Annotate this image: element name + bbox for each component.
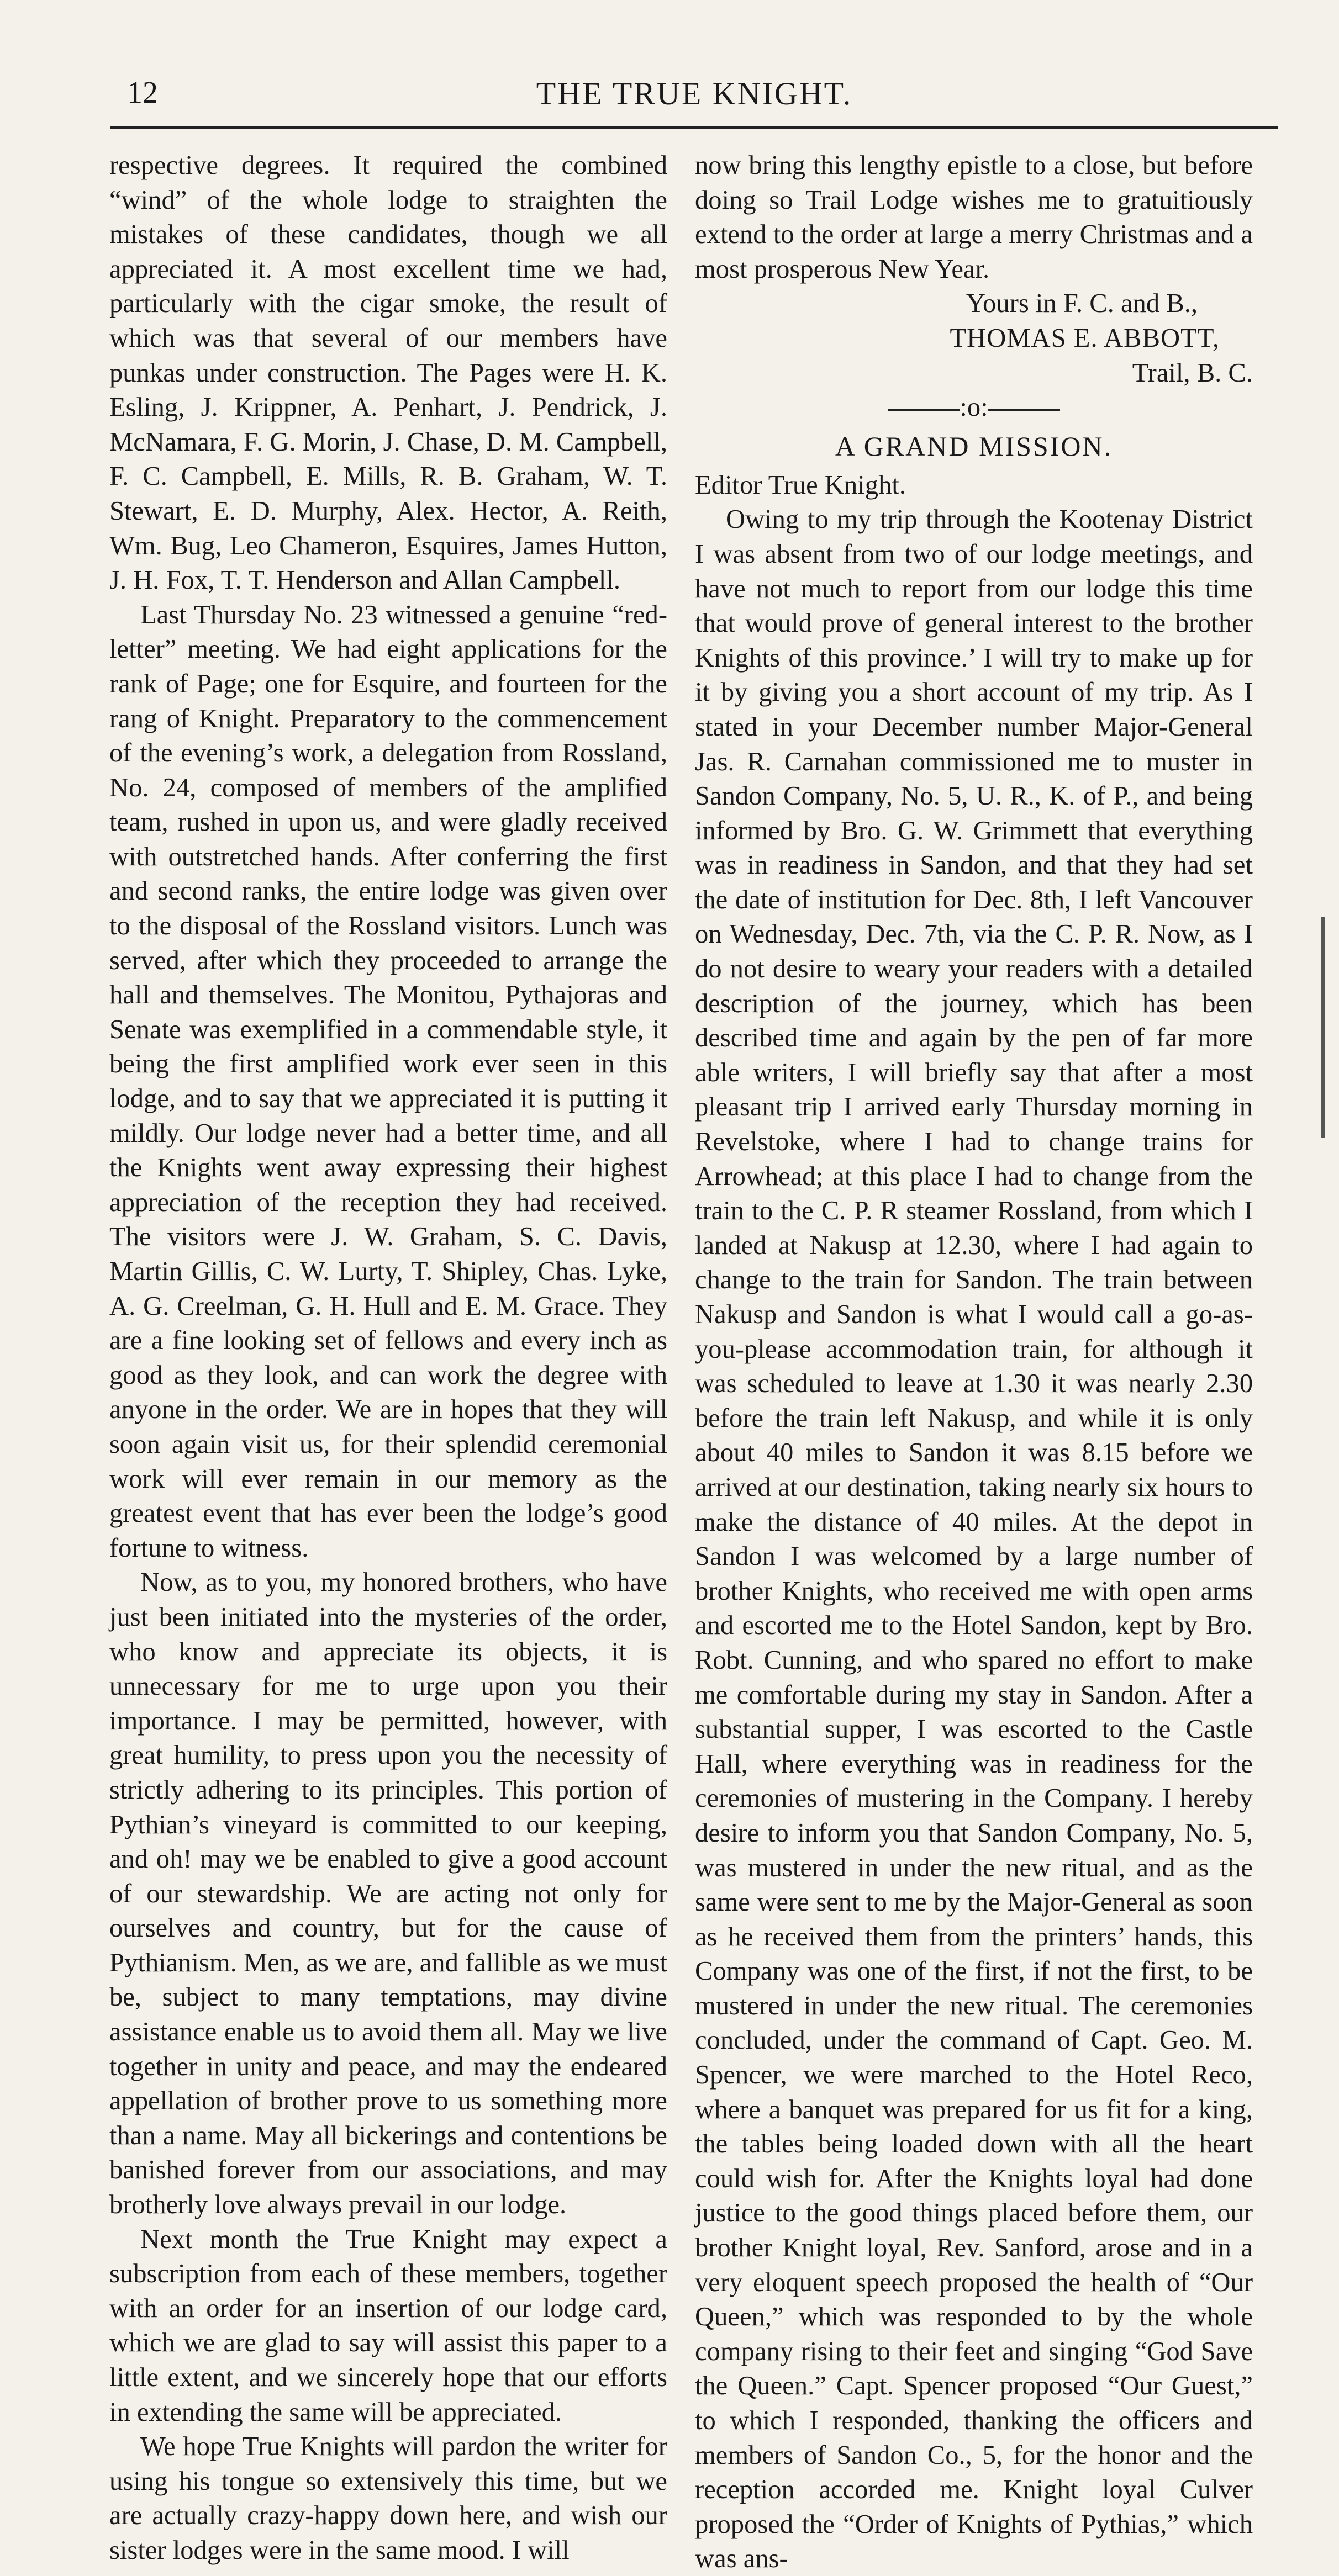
header-rule [110, 126, 1278, 129]
salutation: Editor True Knight. [695, 469, 906, 500]
running-title: THE TRUE KNIGHT. [536, 76, 853, 112]
section-divider [695, 390, 1253, 425]
divider-mark: :o: [960, 392, 988, 422]
letter-location: Trail, B. C. [1132, 357, 1253, 388]
page-header [110, 75, 1278, 119]
paragraph: Last Thursday No. 23 witnessed a genuine “red-letter” meeting. We had eight applications for the rank of Page; one for Esquire, and fourteen for the rang of Knight. Preparatory to the commencement of the evening’s work, a delegation from Rossland, No. 24, composed of members of the amplified team, rushed in upon us, and were gladly received with outstretched hands. After conferring the first and second ranks, the entire lodge was given over to the disposal of the Rossland visitors. Lunch was served, after which they proceeded to arrange the hall and themselves. The Monitou, Pythajoras and Senate was exemplified in a commendable style, it being the first amplified work ever seen in this lodge, and to say that we appreciated it is putting it mildly. Our lodge never had a better time, and all the Knights went away expressing their highest appreciation of the reception they had received. The visitors were J. W. Graham, S. C. Davis, Martin Gillis, C. W. Lurty, T. Shipley, Chas. Lyke, A. G. Creelman, G. H. Hull and E. M. Grace. They are a fine looking set of fellows and every inch as good as they look, and can work the degree with anyone in the order. We are in hopes that they will soon again visit us, for their splendid ceremonial work will ever remain in our memory as the greatest event that has ever been the lodge’s good fortune to witness. [109, 599, 667, 1563]
paragraph: Next month the True Knight may expect a subscription from each of these members, together with an order for an insertion of our lodge card, which we are glad to say will assist this paper to a little extent, and we sincerely hope that our efforts in extending the same will be appreciated. [109, 2224, 667, 2427]
article-title: A GRAND MISSION. [835, 430, 1113, 462]
paragraph: We hope True Knights will pardon the writer for using his tongue so extensively this time, but we are actually crazy-happy down here, and wish our sister lodges were in the same mood. I will [109, 2431, 667, 2565]
paragraph: Now, as to you, my honored brothers, who have just been initiated into the mysteries of the order, who know and appreciate its objects, it is unnecessary for me to urge upon you their importance. I may be permitted, however, with great humility, to press upon you the necessity of strictly adhering to its principles. This portion of Pythian’s vineyard is committed to our keeping, and oh! may we be enabled to give a good account of our stewardship. We are acting not only for ourselves and country, but for the cause of Pythianism. Men, as we are, and fallible as we must be, subject to many temptations, may divine assistance enable us to avoid them all. May we live together in unity and peace, and may the endeared appellation of brother prove to us something more than a name. May all bickerings and contentions be banished forever from our associations, and may brotherly love always prevail in our lodge. [109, 1567, 667, 2220]
paragraph: Owing to my trip through the Kootenay District I was absent from two of our lodge meetings, and have not much to report from our lodge this time that would prove of general interest to the brother Knights of this province.’ I will try to make up for it by giving you a short account of my trip. As I stated in your December number Major-General Jas. R. Carnahan commissioned me to muster in Sandon Company, No. 5, U. R., K. of P., and being informed by Bro. G. W. Grimmett that everything was in readiness in Sandon, and that they had set the date of institution for Dec. 8th, I left Vancouver on Wednesday, Dec. 7th, via the C. P. R. Now, as I do not desire to weary your readers with a detailed description of the journey, which has been described time and again by the pen of far more able writers, I will briefly say that after a most pleasant trip I arrived early Thursday morning in Revelstoke, where I had to change trains for Arrowhead; at this place I had to change from the train to the C. P. R steamer Rossland, from which I landed at Nakusp at 12.30, where I had again to change to the train for Sandon. The train between Nakusp and Sandon is what I would call a go-as-you-please accommodation train, for although it was scheduled to leave at 1.30 it was nearly 2.30 before the train left Nakusp, and while it is only about 40 miles to Sandon it was 8.15 before we arrived at our destination, taking nearly six hours to make the distance of 40 miles. At the depot in Sandon I was welcomed by a large number of brother Knights, who received me with open arms and escorted me to the Hotel Sandon, kept by Bro. Robt. Cunning, and who spared no effort to make me comfortable during my stay in Sandon. After a substantial supper, I was escorted to the Castle Hall, where everything was in readiness for the ceremonies of mustering in the Company. I hereby desire to inform you that Sandon Company, No. 5, was mustered in under the new ritual, and as the same were sent to me by the Major-General as soon as he received them from the printers’ hands, this Company was one of the first, if not the first, to be mustered in under the new ritual. The ceremonies concluded, under the command of Capt. Geo. M. Spencer, we were marched to the Hotel Reco, where a banquet was prepared for us fit for a king, the tables being loaded down with all the heart could wish for. After the Knights loyal had done justice to the good things placed before them, our brother Knight loyal, Rev. Sanford, arose and in a very eloquent speech proposed the health of “Our Queen,” which was responded to by the whole company rising to their feet and singing “God Save the Queen.” Capt. Spencer proposed “Our Guest,” to which I responded, thanking the officers and members of Sandon Co., 5, for the honor and the reception accorded me. Knight loyal Culver proposed the “Order of Knights of Pythias,” which was ans- [695, 504, 1253, 2574]
letter-signature: THOMAS E. ABBOTT, [950, 322, 1220, 353]
right-column [695, 148, 1253, 2574]
divider-line [888, 409, 960, 411]
paragraph: now bring this lengthy epistle to a close, but before doing so Trail Lodge wishes me to gratuitiously extend to the order at large a merry Christmas and a most prosperous New Year. [695, 150, 1253, 284]
left-column [109, 148, 667, 2565]
page-number: 12 [127, 76, 158, 110]
divider-line [988, 409, 1060, 411]
letter-closing: Yours in F. C. and B., [966, 288, 1198, 319]
scan-edge-mark [1321, 917, 1325, 1138]
paragraph: respective degrees. It required the combined “wind” of the whole lodge to straighten the mistakes of these candidates, though we all appreciated it. A most excellent time we had, particularly with the cigar smoke, the result of which was that several of our members have punkas under construction. The Pages were H. K. Esling, J. Krippner, A. Penhart, J. Pendrick, J. McNamara, F. G. Morin, J. Chase, D. M. Campbell, F. C. Campbell, E. Mills, R. B. Graham, W. T. Stewart, E. D. Murphy, Alex. Hector, A. Reith, Wm. Bug, Leo Chameron, Esquires, James Hutton, J. H. Fox, T. T. Henderson and Allan Campbell. [109, 150, 667, 595]
